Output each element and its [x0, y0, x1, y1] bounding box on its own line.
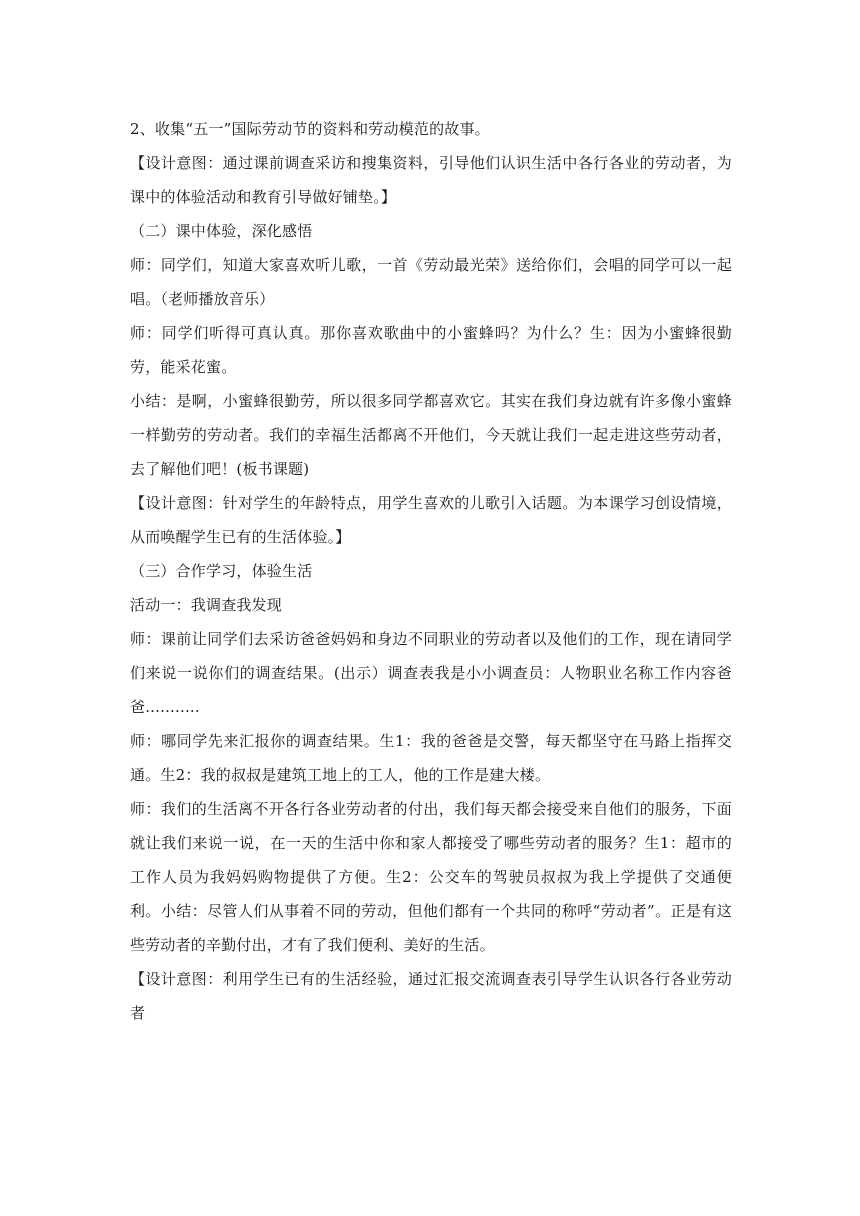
paragraph-teacher-report: 师：哪同学先来汇报你的调查结果。生1：我的爸爸是交警，每天都坚守在马路上指挥交通。生2：我的叔叔是建筑工地上的工人，他的工作是建大楼。 — [130, 732, 732, 784]
paragraph-design-intent-3: 【设计意图：利用学生已有的生活经验，通过汇报交流调查表引导学生认识各行各业劳动者 — [130, 970, 732, 1022]
section-heading-2: （二）课中体验，深化感悟 — [130, 222, 313, 240]
paragraph-collect-materials: 2、收集“五一”国际劳动节的资料和劳动模范的故事。 — [130, 120, 490, 138]
paragraph-design-intent-2: 【设计意图：针对学生的年龄特点，用学生喜欢的儿歌引入话题。为本课学习创设情境，从而唤醒学生已有的生活体验。】 — [130, 494, 732, 546]
paragraph-teacher-bee: 师：同学们听得可真认真。那你喜欢歌曲中的小蜜蜂吗？为什么？生：因为小蜜蜂很勤劳，能采花蜜。 — [130, 324, 732, 376]
paragraph-teacher-survey: 师：课前让同学们去采访爸爸妈妈和身边不同职业的劳动者以及他们的工作，现在请同学们来说一说你们的调查结果。(出示）调查表我是小小调查员：人物职业名称工作内容爸爸........... — [130, 630, 732, 716]
paragraph-teacher-song: 师：同学们，知道大家喜欢听儿歌，一首《劳动最光荣》送给你们，会唱的同学可以一起唱。（老师播放音乐） — [130, 256, 732, 308]
paragraph-design-intent-1: 【设计意图：通过课前调查采访和搜集资料，引导他们认识生活中各行各业的劳动者，为课中的体验活动和教育引导做好铺垫。】 — [130, 154, 732, 206]
paragraph-summary-1: 小结：是啊，小蜜蜂很勤劳，所以很多同学都喜欢它。其实在我们身边就有许多像小蜜蜂一样勤劳的劳动者。我们的幸福生活都离不开他们，今天就让我们一起走进这些劳动者，去了解他们吧！(板书课题) — [130, 392, 732, 478]
activity-heading-1: 活动一：我调查我发现 — [130, 596, 283, 614]
paragraph-teacher-services: 师：我们的生活离不开各行各业劳动者的付出，我们每天都会接受来自他们的服务，下面就让我们来说一说，在一天的生活中你和家人都接受了哪些劳动者的服务？生1：超市的工作人员为我妈妈购物提供了方便。生2：公交车的驾驶员叔叔为我上学提供了交通便利。小结：尽管人们从事着不同的劳动，但他们都有一个共同的称呼“劳动者”。正是有这些劳动者的辛勤付出，才有了我们便利、美好的生活。 — [130, 800, 732, 954]
section-heading-3: （三）合作学习，体验生活 — [130, 562, 313, 580]
